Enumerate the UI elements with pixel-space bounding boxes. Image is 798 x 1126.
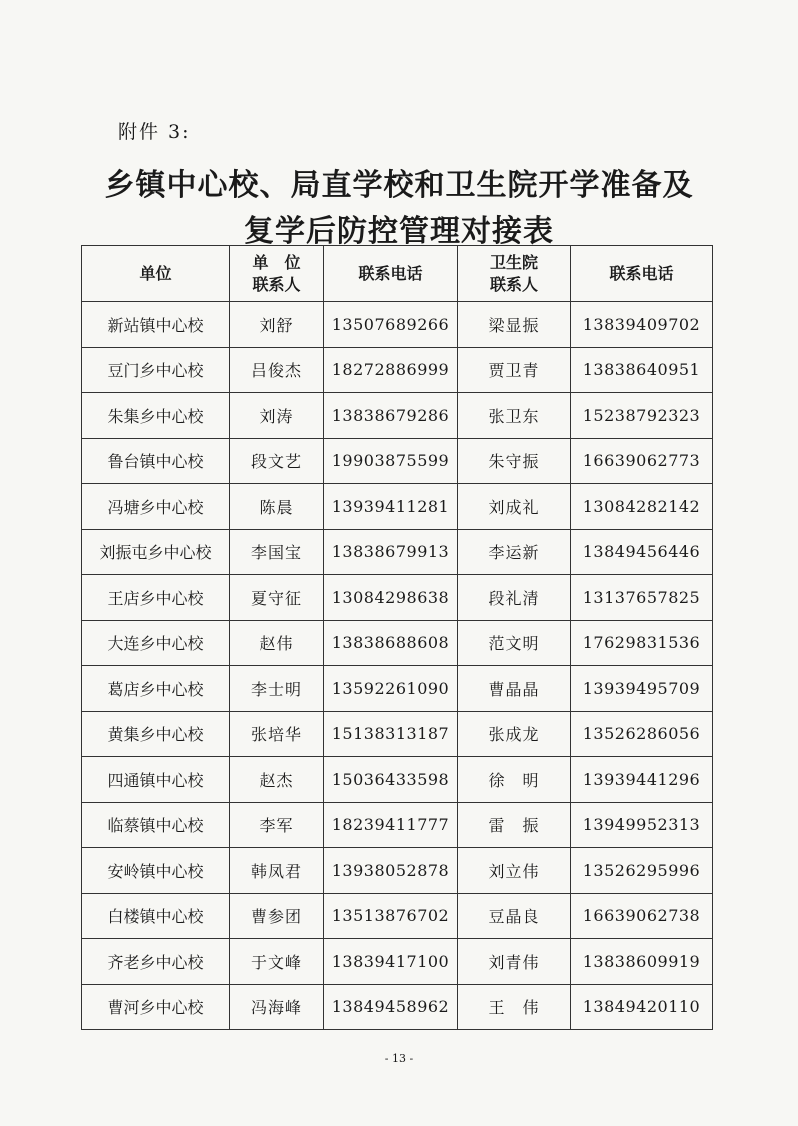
- unit-contact-cell: 曹参团: [230, 893, 324, 939]
- unit-cell: 大连乡中心校: [82, 620, 230, 666]
- hospital-phone-cell: 17629831536: [571, 620, 713, 666]
- unit-contact-cell: 刘舒: [230, 302, 324, 348]
- header-hospital-contact-line-2: 联系人: [489, 274, 538, 294]
- page-number: - 13 -: [384, 1052, 414, 1065]
- table-row: [82, 484, 713, 530]
- unit-contact-cell: 赵杰: [230, 757, 324, 803]
- table-row: [82, 848, 713, 894]
- phone-cell: 13838679286: [324, 393, 458, 439]
- hospital-phone-cell: 13939441296: [571, 757, 713, 803]
- hospital-phone-cell: 16639062773: [571, 438, 713, 484]
- unit-cell: 黄集乡中心校: [82, 711, 230, 757]
- unit-cell: 白楼镇中心校: [82, 893, 230, 939]
- unit-contact-cell: 李士明: [230, 666, 324, 712]
- unit-contact-cell: 李国宝: [230, 529, 324, 575]
- phone-cell: 15036433598: [324, 757, 458, 803]
- hospital-phone-cell: 13526295996: [571, 848, 713, 894]
- hospital-phone-cell: 13939495709: [571, 666, 713, 712]
- unit-cell: 临蔡镇中心校: [82, 802, 230, 848]
- table-row: [82, 893, 713, 939]
- contact-table: [81, 245, 713, 1030]
- table-row: [82, 575, 713, 621]
- hospital-contact-cell: 刘青伟: [458, 939, 571, 985]
- unit-cell: 刘振屯乡中心校: [82, 529, 230, 575]
- unit-contact-cell: 韩凤君: [230, 848, 324, 894]
- phone-cell: 18272886999: [324, 347, 458, 393]
- hospital-contact-cell: 张成龙: [458, 711, 571, 757]
- hospital-phone-cell: 13137657825: [571, 575, 713, 621]
- hospital-phone-cell: 13838609919: [571, 939, 713, 985]
- phone-cell: 13939411281: [324, 484, 458, 530]
- unit-cell: 四通镇中心校: [82, 757, 230, 803]
- header-hospital-contact: [458, 246, 571, 302]
- table-row: [82, 939, 713, 985]
- unit-cell: 葛店乡中心校: [82, 666, 230, 712]
- unit-contact-cell: 张培华: [230, 711, 324, 757]
- phone-cell: 13839417100: [324, 939, 458, 985]
- unit-contact-cell: 陈晨: [230, 484, 324, 530]
- hospital-phone-cell: 13526286056: [571, 711, 713, 757]
- header-phone: 联系电话: [324, 246, 458, 302]
- hospital-contact-cell: 曹晶晶: [458, 666, 571, 712]
- phone-cell: 13084298638: [324, 575, 458, 621]
- unit-contact-cell: 李军: [230, 802, 324, 848]
- hospital-contact-cell: 王 伟: [458, 984, 571, 1030]
- attachment-label: 附件 3:: [118, 121, 191, 143]
- unit-cell: 曹河乡中心校: [82, 984, 230, 1030]
- table-row: [82, 438, 713, 484]
- unit-cell: 豆门乡中心校: [82, 347, 230, 393]
- header-unit-contact-line-1: 单 位: [252, 252, 301, 272]
- unit-cell: 鲁台镇中心校: [82, 438, 230, 484]
- unit-contact-cell: 于文峰: [230, 939, 324, 985]
- phone-cell: 13838688608: [324, 620, 458, 666]
- unit-cell: 朱集乡中心校: [82, 393, 230, 439]
- hospital-phone-cell: 13084282142: [571, 484, 713, 530]
- document-title-line-2: 复学后防控管理对接表: [244, 214, 554, 249]
- hospital-contact-cell: 雷 振: [458, 802, 571, 848]
- hospital-phone-cell: 13849420110: [571, 984, 713, 1030]
- table-row: [82, 666, 713, 712]
- header-hospital-contact-line-1: 卫生院: [489, 252, 538, 272]
- phone-cell: 15138313187: [324, 711, 458, 757]
- phone-cell: 13838679913: [324, 529, 458, 575]
- header-unit-contact: [230, 246, 324, 302]
- table-row: [82, 802, 713, 848]
- header-unit-contact-line-2: 联系人: [252, 274, 301, 294]
- unit-contact-cell: 夏守征: [230, 575, 324, 621]
- table-row: [82, 620, 713, 666]
- header-hospital-phone: 联系电话: [571, 246, 713, 302]
- unit-contact-cell: 段文艺: [230, 438, 324, 484]
- hospital-phone-cell: 15238792323: [571, 393, 713, 439]
- hospital-contact-cell: 朱守振: [458, 438, 571, 484]
- hospital-contact-cell: 范文明: [458, 620, 571, 666]
- hospital-contact-cell: 梁显振: [458, 302, 571, 348]
- hospital-phone-cell: 16639062738: [571, 893, 713, 939]
- hospital-contact-cell: 张卫东: [458, 393, 571, 439]
- table-row: [82, 302, 713, 348]
- hospital-contact-cell: 刘立伟: [458, 848, 571, 894]
- phone-cell: 18239411777: [324, 802, 458, 848]
- unit-cell: 新站镇中心校: [82, 302, 230, 348]
- table-row: [82, 711, 713, 757]
- unit-cell: 安岭镇中心校: [82, 848, 230, 894]
- table-row: [82, 757, 713, 803]
- table-row: [82, 529, 713, 575]
- hospital-phone-cell: 13849456446: [571, 529, 713, 575]
- table-row: [82, 347, 713, 393]
- phone-cell: 19903875599: [324, 438, 458, 484]
- unit-contact-cell: 刘涛: [230, 393, 324, 439]
- unit-contact-cell: 吕俊杰: [230, 347, 324, 393]
- phone-cell: 13513876702: [324, 893, 458, 939]
- table-row: [82, 984, 713, 1030]
- hospital-phone-cell: 13839409702: [571, 302, 713, 348]
- hospital-contact-cell: 刘成礼: [458, 484, 571, 530]
- table-row: [82, 393, 713, 439]
- phone-cell: 13849458962: [324, 984, 458, 1030]
- unit-cell: 齐老乡中心校: [82, 939, 230, 985]
- unit-contact-cell: 赵伟: [230, 620, 324, 666]
- unit-cell: 冯塘乡中心校: [82, 484, 230, 530]
- hospital-contact-cell: 李运新: [458, 529, 571, 575]
- phone-cell: 13592261090: [324, 666, 458, 712]
- header-unit: 单位: [82, 246, 230, 302]
- hospital-contact-cell: 贾卫青: [458, 347, 571, 393]
- hospital-contact-cell: 段礼清: [458, 575, 571, 621]
- unit-cell: 王店乡中心校: [82, 575, 230, 621]
- unit-contact-cell: 冯海峰: [230, 984, 324, 1030]
- hospital-phone-cell: 13949952313: [571, 802, 713, 848]
- hospital-phone-cell: 13838640951: [571, 347, 713, 393]
- document-title-line-1: 乡镇中心校、局直学校和卫生院开学准备及: [104, 168, 694, 203]
- table-header-row: [82, 246, 713, 302]
- phone-cell: 13938052878: [324, 848, 458, 894]
- hospital-contact-cell: 徐 明: [458, 757, 571, 803]
- phone-cell: 13507689266: [324, 302, 458, 348]
- hospital-contact-cell: 豆晶良: [458, 893, 571, 939]
